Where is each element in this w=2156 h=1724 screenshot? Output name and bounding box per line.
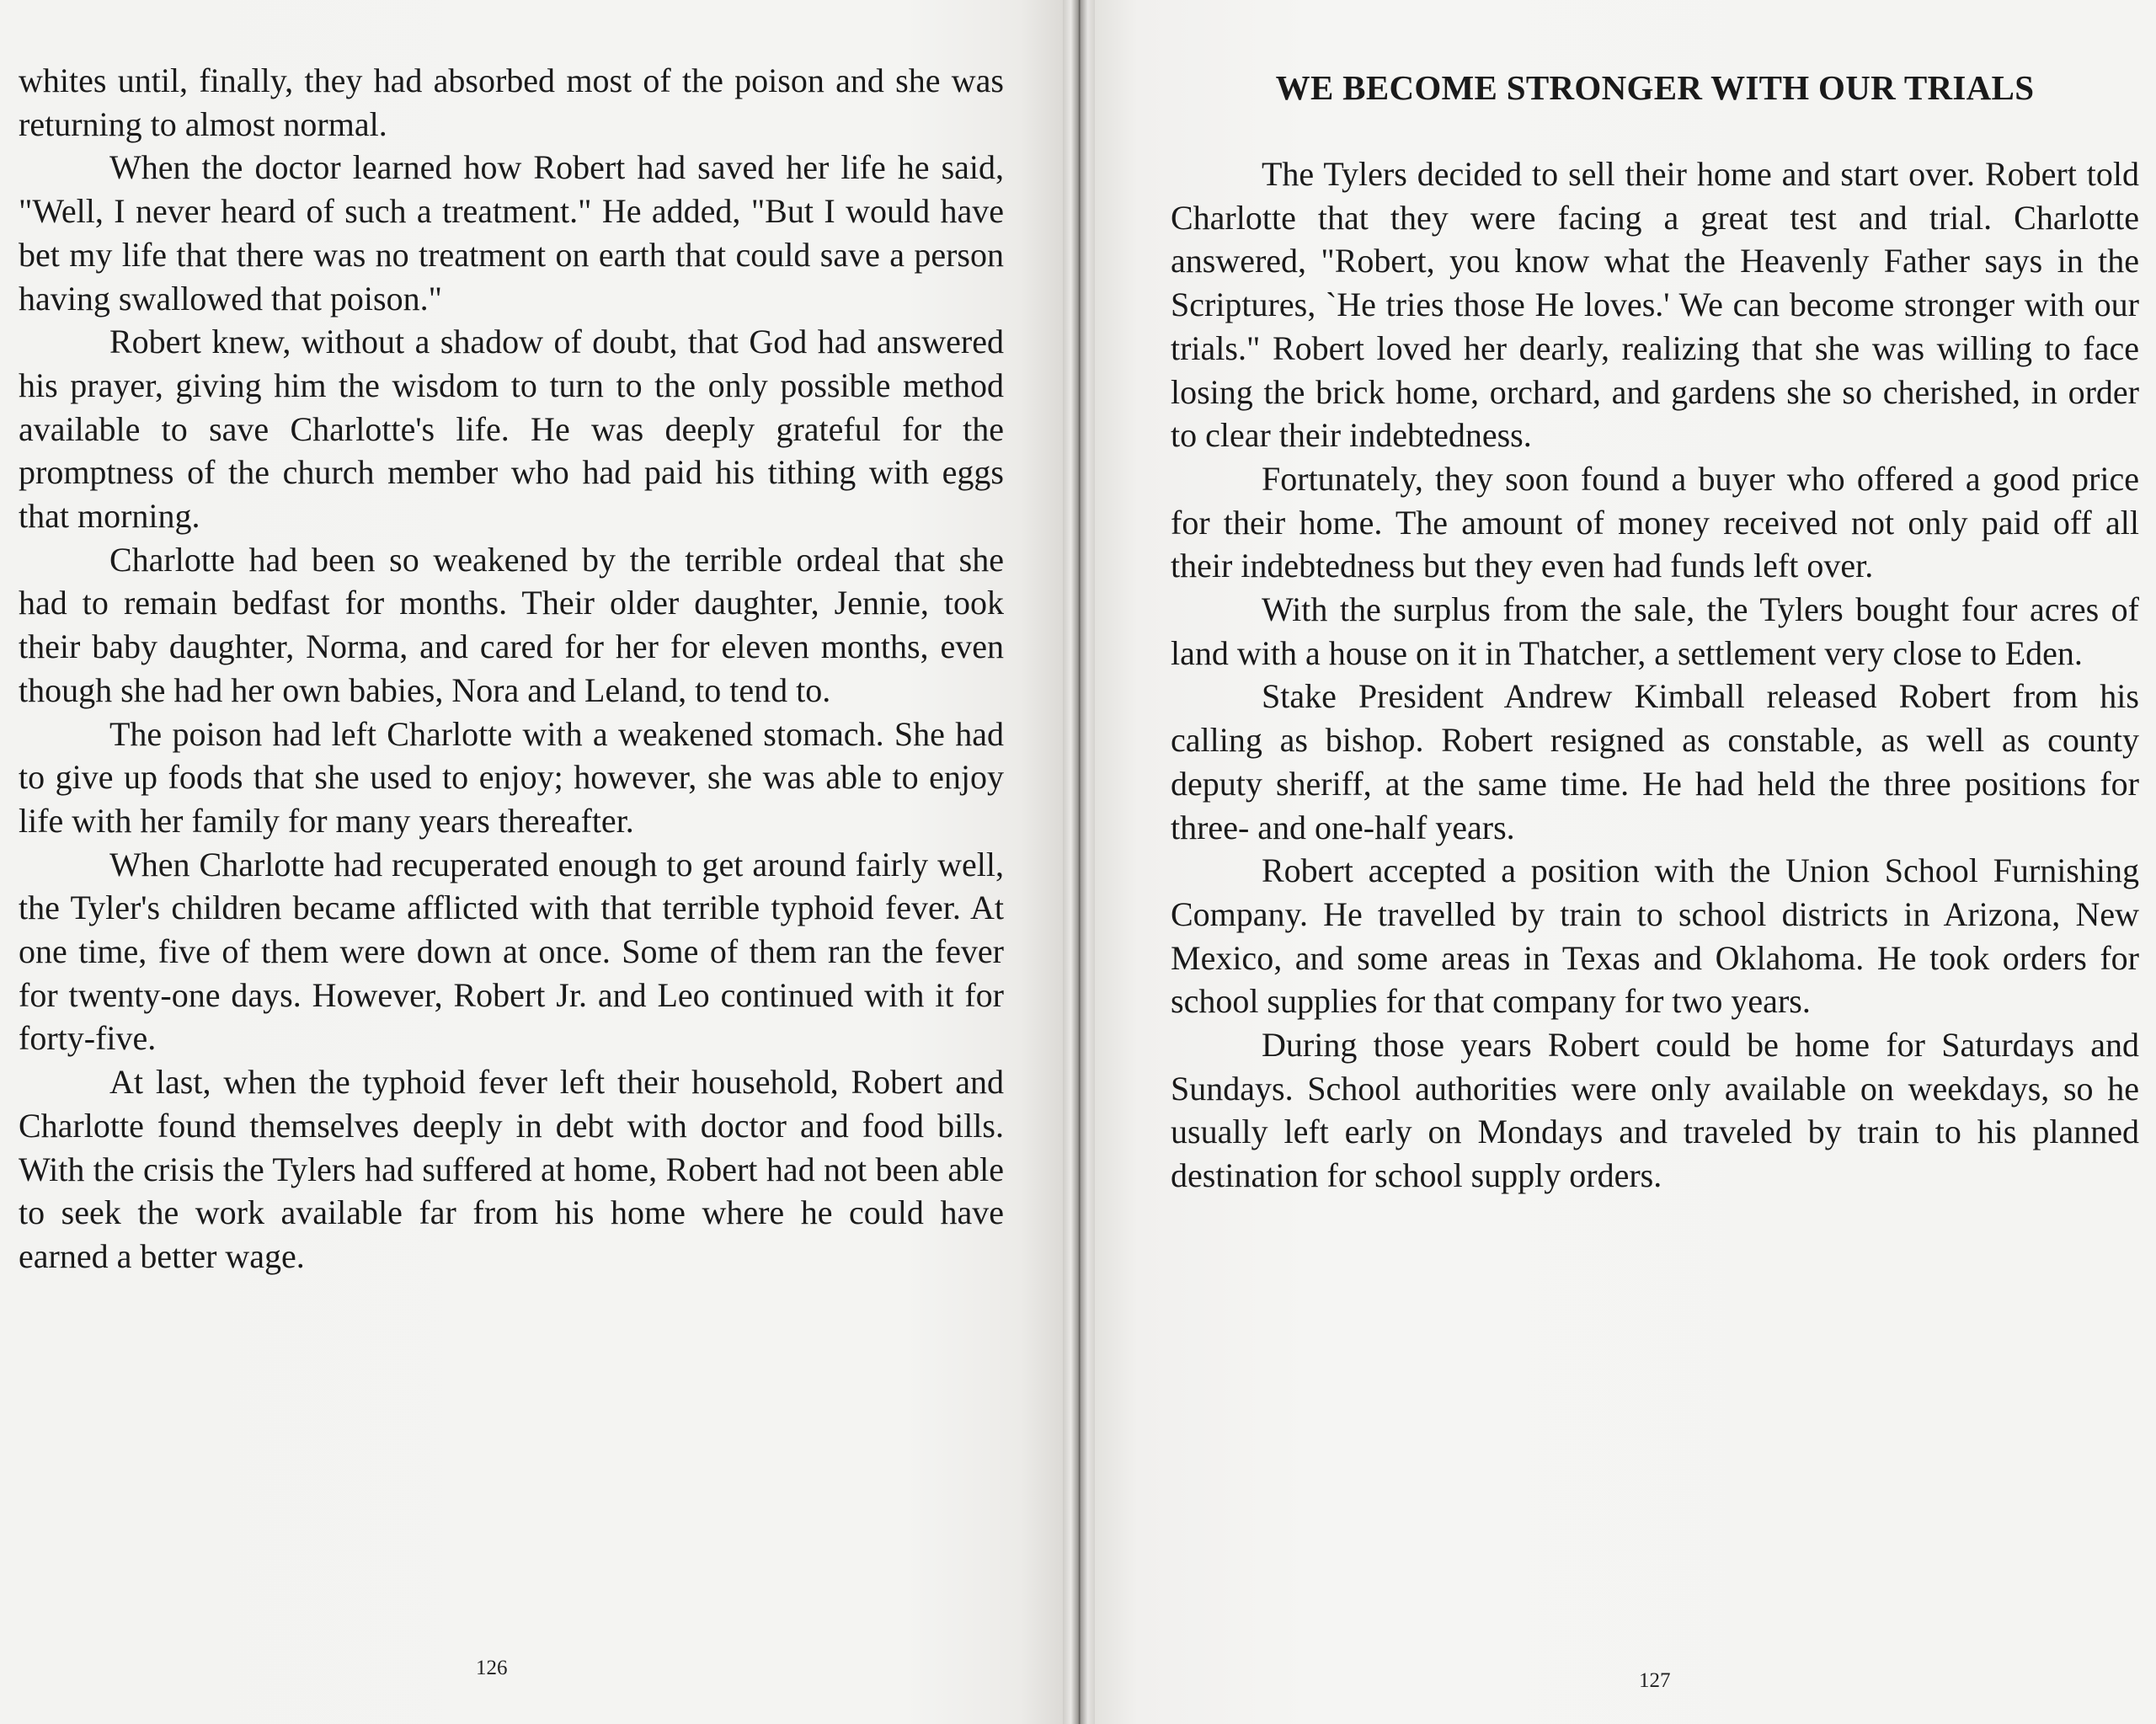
left-paragraph-3: Robert knew, without a shadow of doubt, that God had answered his prayer, giving him the wisdom to turn to the only possible method available to save Charlotte's life. He was deeply grateful for the promptness of the church member who had paid his tithing with eggs that morning.: [19, 323, 1004, 536]
right-page-number: 127: [1639, 1669, 1671, 1692]
left-paragraph-5: The poison had left Charlotte with a weakened stomach. She had to give up foods that she used to enjoy; however, she was able to enjoy life with her family for many years thereafter.: [19, 714, 1004, 840]
right-page: [1095, 0, 2156, 1724]
left-page: [0, 0, 1063, 1724]
left-paragraph-7: At last, when the typhoid fever left their household, Robert and Charlotte found themselves deeply in debt with doctor and food bills. With the crisis the Tylers had suffered at home, Robert had not been able to seek the work available far from his home where he could have earned a better wage.: [19, 1063, 1004, 1275]
right-paragraph-1: The Tylers decided to sell their home and start over. Robert told Charlotte that they were facing a great test and trial. Charlotte answered, "Robert, you know what the Heavenly Father says in the Scriptures, `He tries those He loves.' We can become stronger with our trials." Robert loved her dearly, realizing that she was willing to face losing the brick home, orchard, and gardens she so cherished, in order to clear their indebtedness.: [1171, 155, 2139, 455]
right-paragraph-4: Stake President Andrew Kimball released Robert from his calling as bishop. Robert resigned as constable, as well as county deputy sheriff, at the same time. He had held the three positions for three- and one-half years.: [1171, 677, 2139, 846]
right-paragraph-6: During those years Robert could be home for Saturdays and Sundays. School authorities were only available on weekdays, so he usually left early on Mondays and traveled by train to his planned destination for school supply orders.: [1171, 1026, 2139, 1195]
right-paragraph-3: With the surplus from the sale, the Tylers bought four acres of land with a house on it in Thatcher, a settlement very close to Eden.: [1171, 590, 2139, 672]
left-page-number: 126: [476, 1657, 508, 1679]
left-page-text: [19, 59, 1004, 1278]
chapter-heading: WE BECOME STRONGER WITH OUR TRIALS: [1275, 68, 2035, 107]
right-paragraph-5: Robert accepted a position with the Union School Furnishing Company. He travelled by train to school districts in Arizona, New Mexico, and some areas in Texas and Oklahoma. He took orders for school supplies for that company for two years.: [1171, 851, 2139, 1021]
right-page-text: [1171, 152, 2139, 1198]
right-paragraph-2: Fortunately, they soon found a buyer who offered a good price for their home. The amount of money received not only paid off all their indebtedness but they even had funds left over.: [1171, 459, 2139, 585]
left-paragraph-2: When the doctor learned how Robert had saved her life he said, "Well, I never heard of such a treatment." He added, "But I would have bet my life that there was no treatment on earth that could save a person having swallowed that poison.": [19, 148, 1004, 318]
left-paragraph-6: When Charlotte had recuperated enough to get around fairly well, the Tyler's children became afflicted with that terrible typhoid fever. At one time, five of them were down at once. Some of them ran the fever for twenty-one days. However, Robert Jr. and Leo continued with it for forty-five.: [19, 845, 1004, 1058]
left-paragraph-4: Charlotte had been so weakened by the terrible ordeal that she had to remain bedfast for months. Their older daughter, Jennie, took their baby daughter, Norma, and cared for her for eleven months, even though she had her own babies, Nora and Leland, to tend to.: [19, 540, 1004, 709]
book-gutter: [1063, 0, 1095, 1724]
left-paragraph-1: whites until, finally, they had absorbed most of the poison and she was returning to almost normal.: [19, 61, 1004, 143]
